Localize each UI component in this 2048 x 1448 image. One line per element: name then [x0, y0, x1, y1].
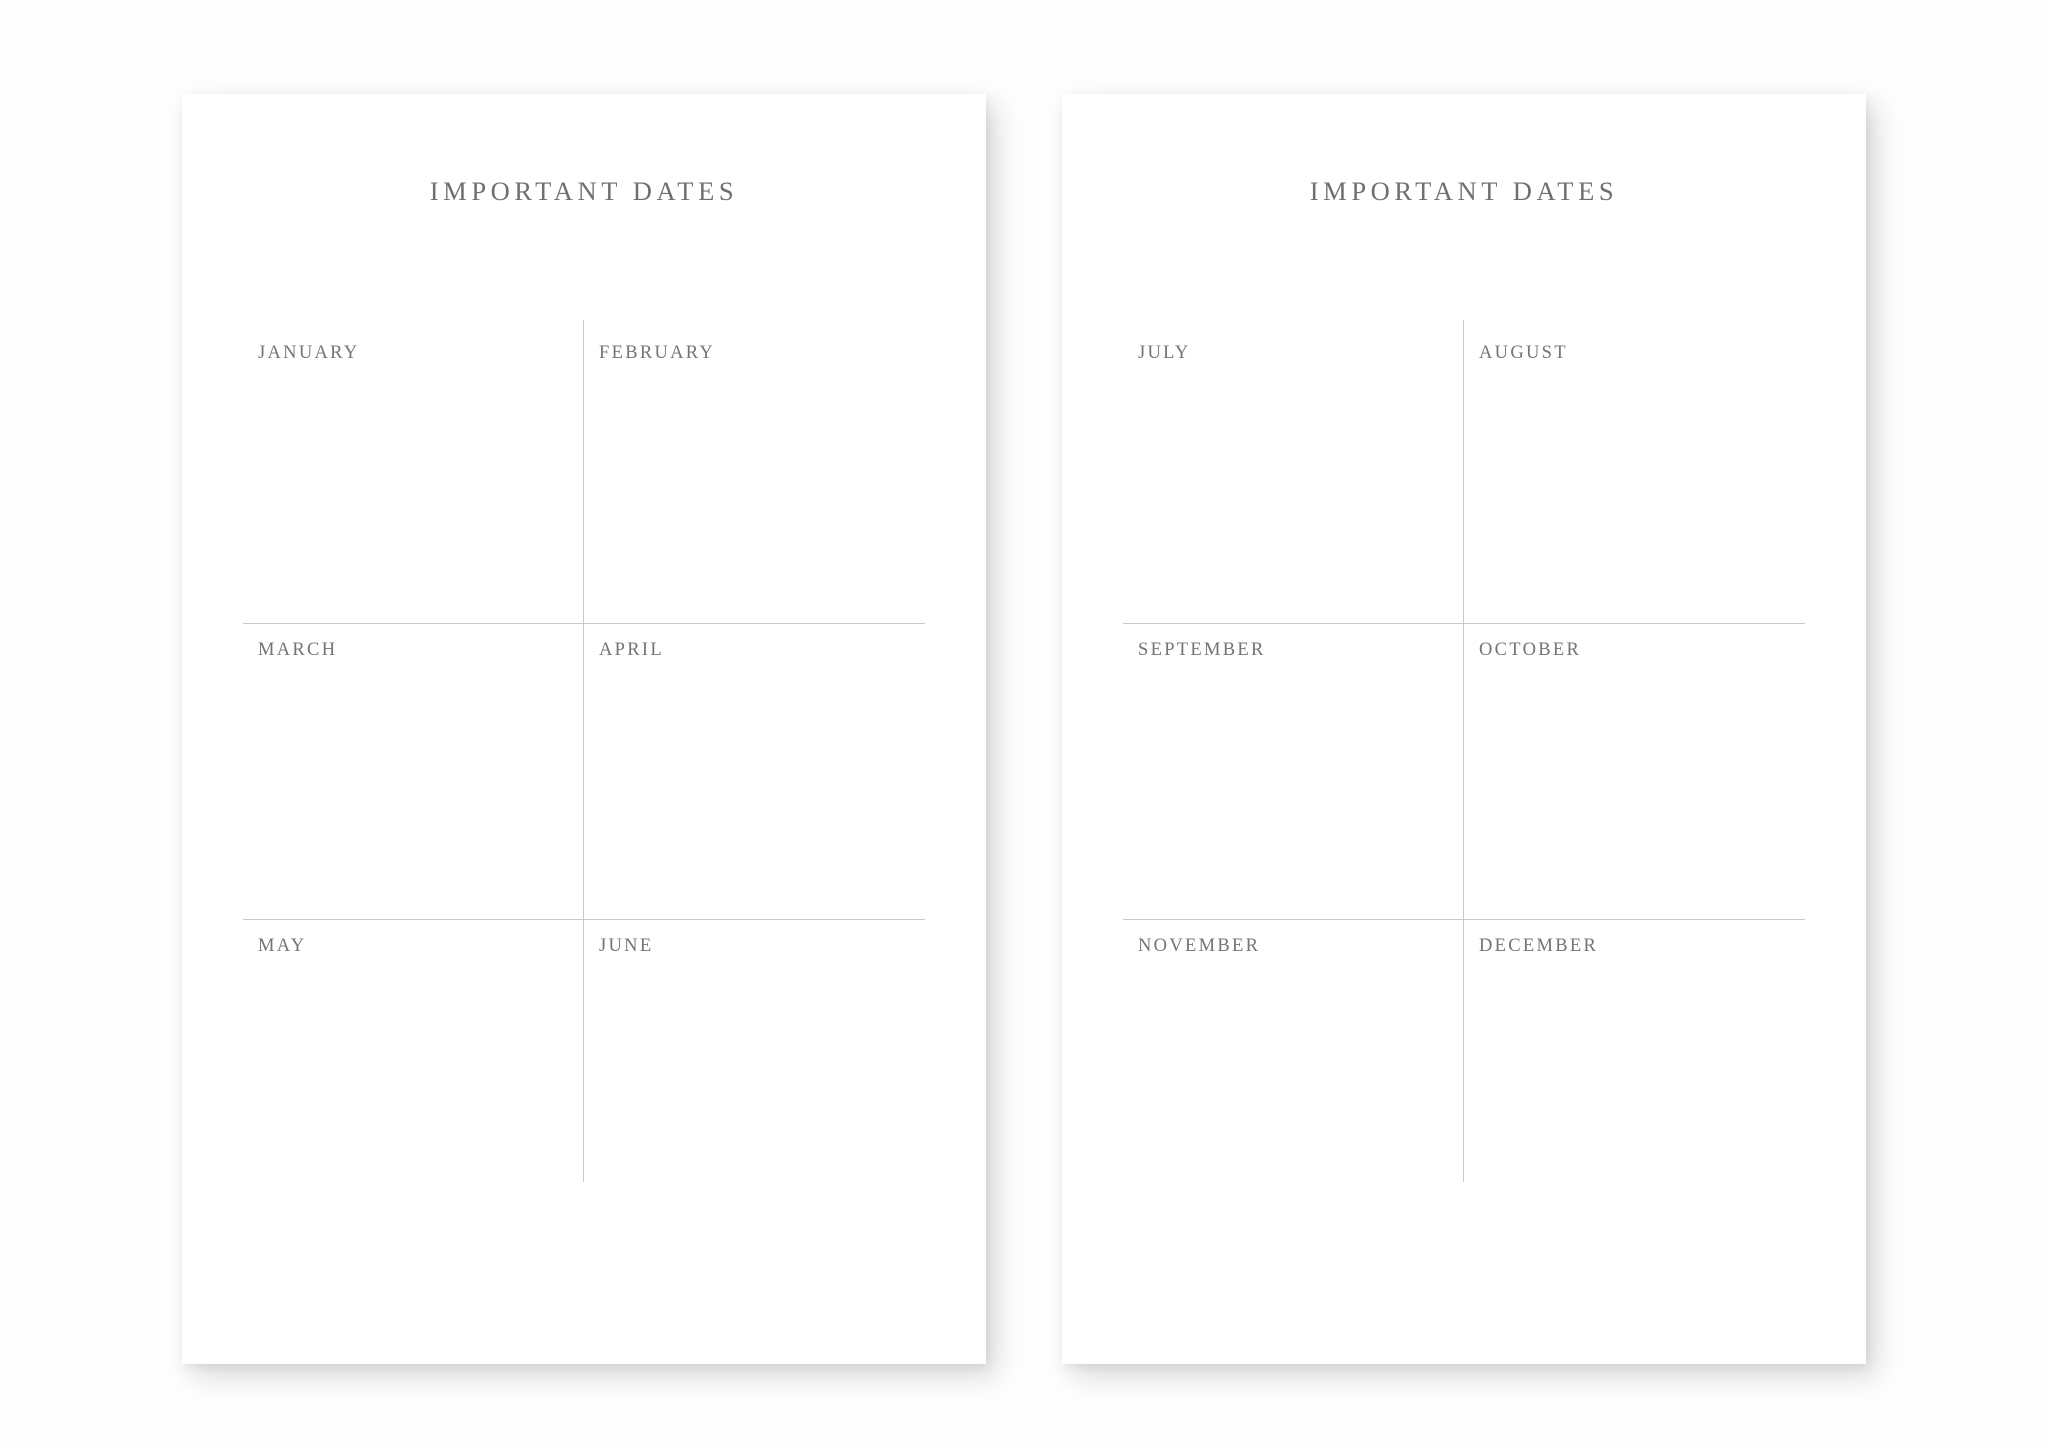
planner-page-right: [1062, 94, 1866, 1364]
month-write-area-august[interactable]: [1464, 372, 1805, 623]
page-title: IMPORTANT DATES: [429, 176, 739, 206]
month-cell-july[interactable]: [1123, 326, 1464, 623]
month-cell-september[interactable]: [1123, 623, 1464, 920]
month-write-area-november[interactable]: [1123, 965, 1464, 1216]
month-grid-left: [243, 326, 925, 1216]
month-cell-march[interactable]: [243, 623, 584, 920]
month-label-june: JUNE: [599, 936, 654, 957]
month-cell-november[interactable]: [1123, 919, 1464, 1216]
month-cell-december[interactable]: [1464, 919, 1805, 1216]
month-label-september: SEPTEMBER: [1138, 639, 1266, 660]
month-label-may: MAY: [258, 936, 307, 957]
month-write-area-july[interactable]: [1123, 372, 1464, 623]
month-write-area-march[interactable]: [243, 669, 584, 920]
month-write-area-june[interactable]: [584, 965, 925, 1216]
month-label-november: NOVEMBER: [1138, 936, 1261, 957]
month-write-area-september[interactable]: [1123, 669, 1464, 920]
month-write-area-april[interactable]: [584, 669, 925, 920]
month-write-area-february[interactable]: [584, 372, 925, 623]
month-write-area-october[interactable]: [1464, 669, 1805, 920]
month-label-october: OCTOBER: [1479, 639, 1582, 660]
month-label-january: JANUARY: [258, 343, 360, 363]
month-cell-june[interactable]: [584, 919, 925, 1216]
month-cell-april[interactable]: [584, 623, 925, 920]
month-label-february: FEBRUARY: [599, 343, 716, 363]
month-label-march: MARCH: [258, 639, 338, 660]
month-label-december: DECEMBER: [1479, 936, 1599, 957]
month-cell-may[interactable]: [243, 919, 584, 1216]
page-title: IMPORTANT DATES: [1309, 176, 1619, 206]
month-label-april: APRIL: [599, 639, 664, 660]
month-label-july: JULY: [1138, 343, 1191, 363]
planner-page-left: [182, 94, 986, 1364]
month-cell-january[interactable]: [243, 326, 584, 623]
month-cell-february[interactable]: [584, 326, 925, 623]
month-write-area-may[interactable]: [243, 965, 584, 1216]
month-cell-october[interactable]: [1464, 623, 1805, 920]
month-write-area-january[interactable]: [243, 372, 584, 623]
month-label-august: AUGUST: [1479, 343, 1568, 363]
month-cell-august[interactable]: [1464, 326, 1805, 623]
month-grid-right: [1123, 326, 1805, 1216]
month-write-area-december[interactable]: [1464, 965, 1805, 1216]
